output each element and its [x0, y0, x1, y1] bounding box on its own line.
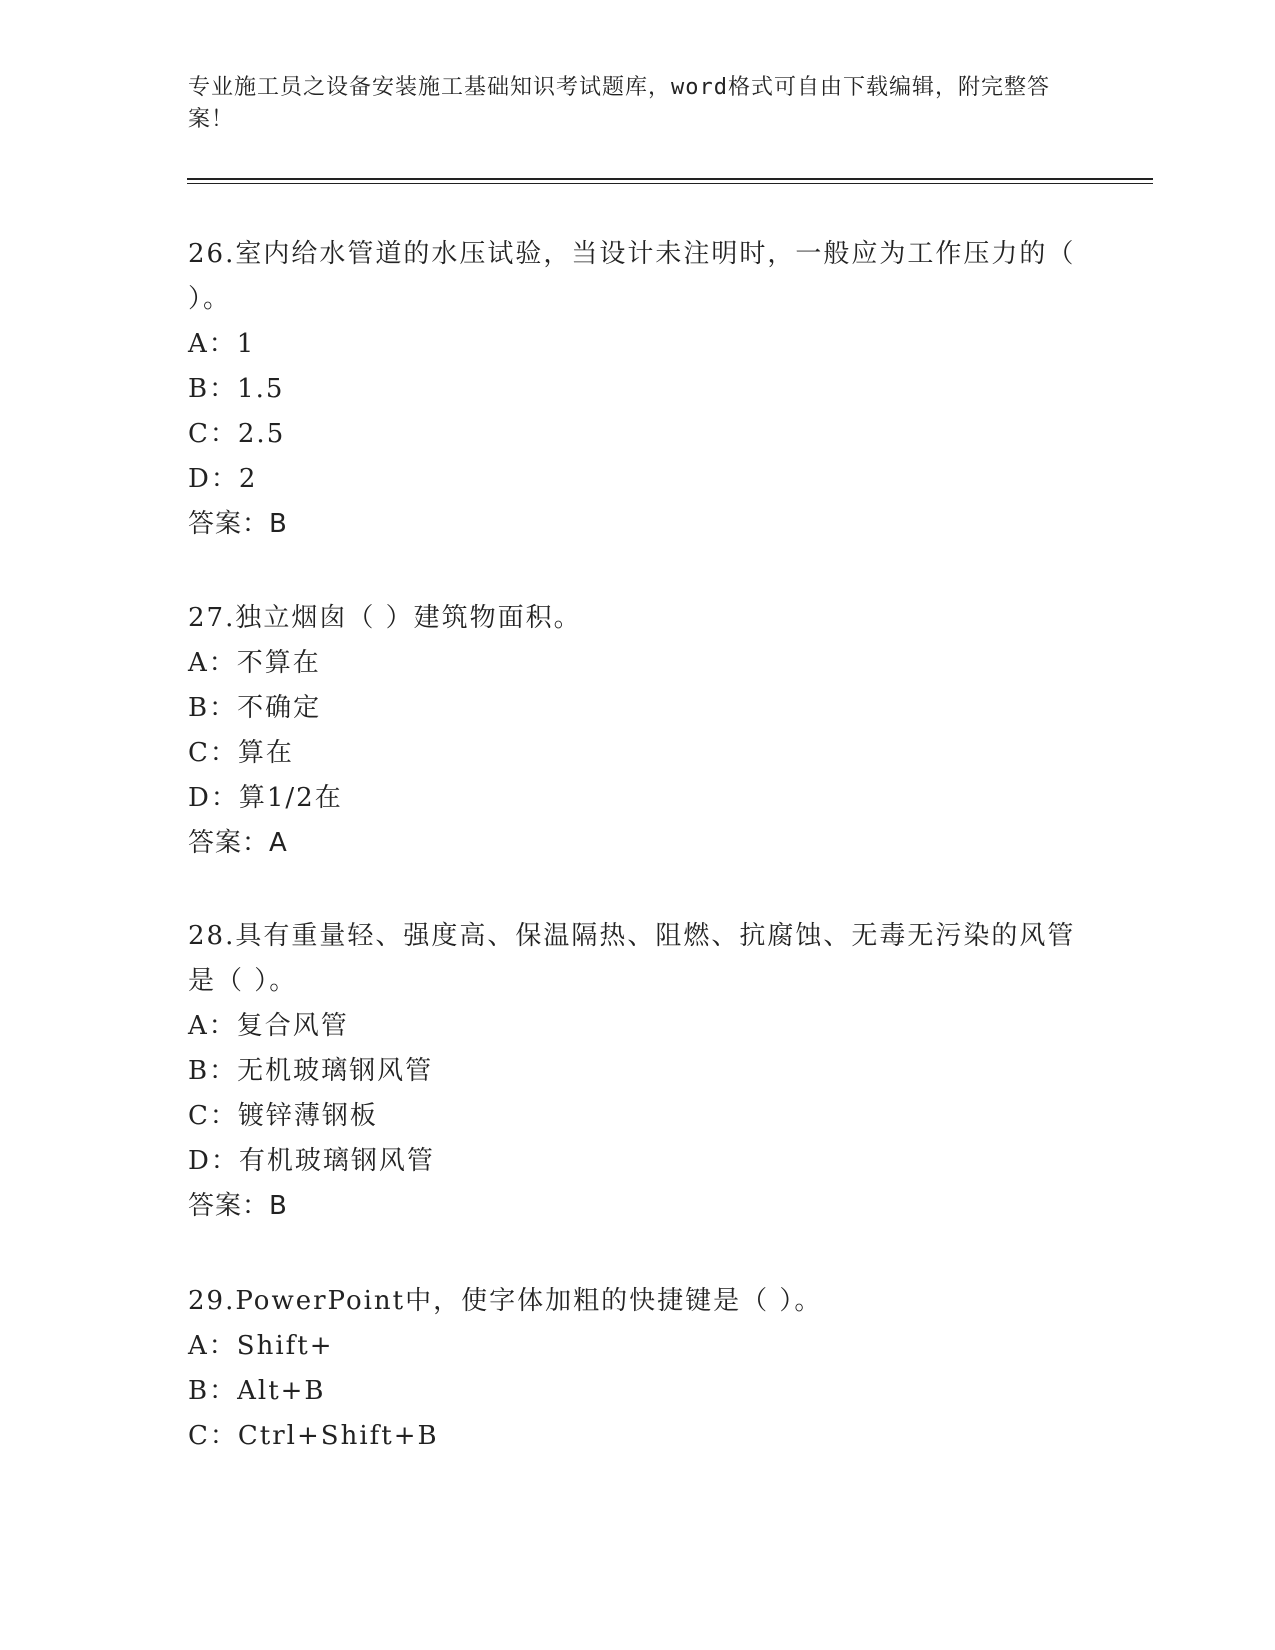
option-a: A：不算在	[188, 648, 321, 678]
question-29	[188, 1279, 1088, 1459]
option-d: D：算1/2在	[188, 783, 343, 813]
document-header: 专业施工员之设备安装施工基础知识考试题库，word格式可自由下载编辑，附完整答案！	[188, 75, 1050, 132]
question-text: 26.室内给水管道的水压试验，当设计未注明时，一般应为工作压力的（ ）。	[188, 239, 1076, 314]
header-divider	[187, 183, 1153, 184]
question-28	[188, 914, 1088, 1229]
option-b: B：Alt+B	[188, 1376, 326, 1406]
option-c: C：2.5	[188, 419, 286, 449]
option-c: C：算在	[188, 738, 294, 768]
question-text: 29.PowerPoint中，使字体加粗的快捷键是（ ）。	[188, 1286, 823, 1316]
answer: 答案：B	[188, 509, 288, 539]
option-b: B：无机玻璃钢风管	[188, 1056, 434, 1086]
question-text: 27.独立烟囱（ ）建筑物面积。	[188, 603, 582, 633]
option-d: D：2	[188, 464, 258, 494]
option-d: D：有机玻璃钢风管	[188, 1146, 435, 1176]
option-c: C：镀锌薄钢板	[188, 1101, 378, 1131]
option-c: C：Ctrl+Shift+B	[188, 1421, 439, 1451]
question-27	[188, 596, 1088, 866]
option-a: A：Shift+	[188, 1331, 334, 1361]
answer: 答案：B	[188, 1191, 288, 1221]
question-26	[188, 232, 1088, 547]
header-divider	[187, 178, 1153, 180]
answer: 答案：A	[188, 828, 288, 858]
option-a: A：复合风管	[188, 1011, 349, 1041]
option-b: B：1.5	[188, 374, 285, 404]
option-b: B：不确定	[188, 693, 322, 723]
question-text: 28.具有重量轻、强度高、保温隔热、阻燃、抗腐蚀、无毒无污染的风管是（ ）。	[188, 921, 1076, 996]
option-a: A：1	[188, 329, 256, 359]
